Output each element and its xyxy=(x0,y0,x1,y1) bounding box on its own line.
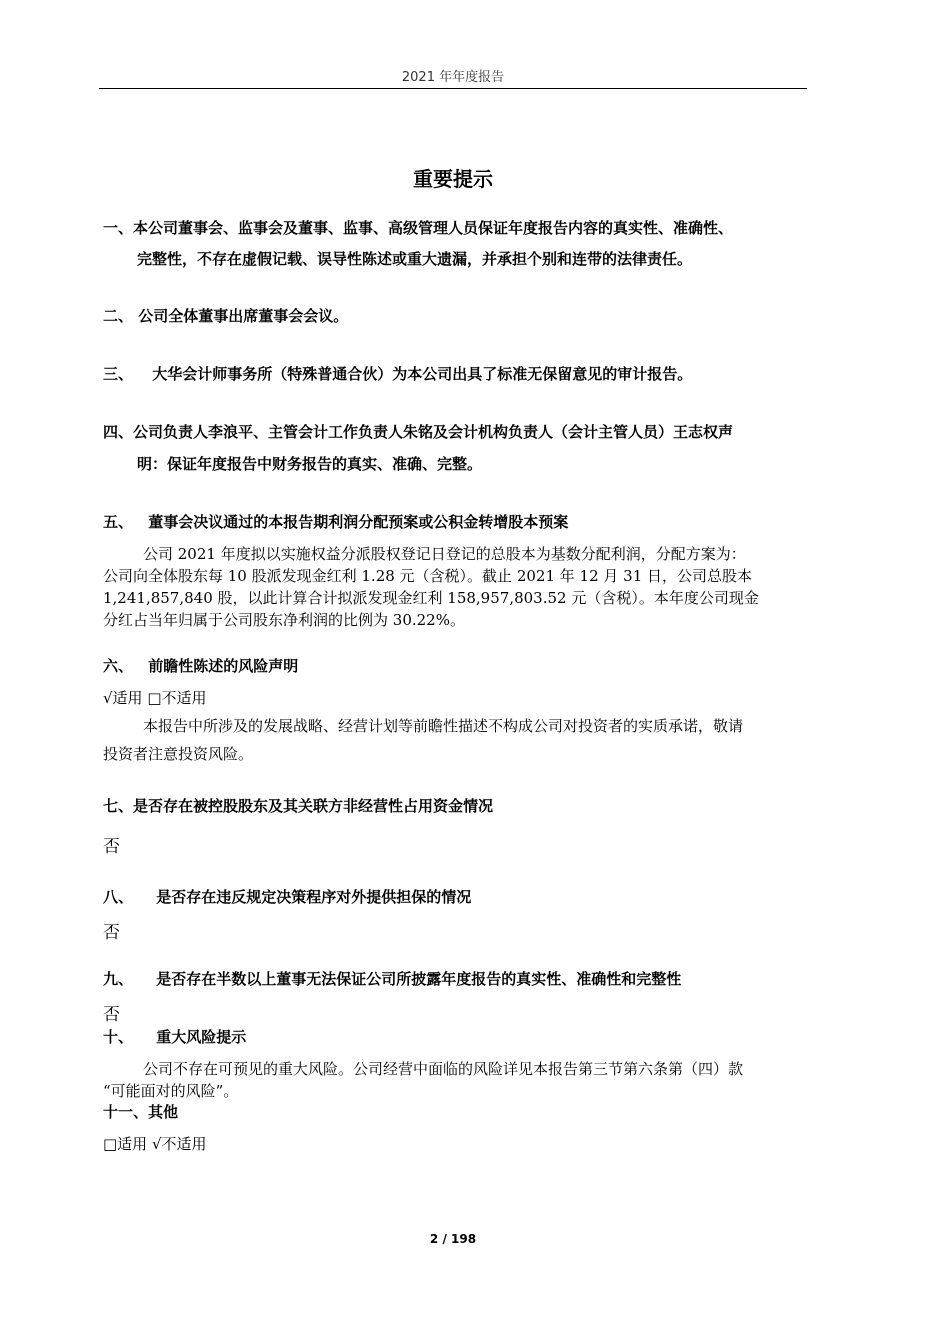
section-4-line-2: 明：保证年度报告中财务报告的真实、准确、完整。 xyxy=(137,455,483,473)
section-6-number: 六、 xyxy=(103,657,134,675)
section-10-heading xyxy=(103,1026,246,1047)
section-5-number: 五、 xyxy=(103,513,134,531)
section-10-text: 重大风险提示 xyxy=(156,1028,247,1046)
section-8-number: 八、 xyxy=(103,888,134,906)
section-4-number: 四、 xyxy=(103,423,134,441)
section-4-heading xyxy=(103,421,733,442)
section-8-text: 是否存在违反规定决策程序对外提供担保的情况 xyxy=(156,888,472,906)
section-5-body-3: 1,241,857,840 股，以此计算合计拟派发现金红利 158,957,803.52 元（含税）。本年度公司现金 xyxy=(103,589,759,607)
section-11-heading: 十一、其他 xyxy=(103,1103,179,1121)
section-3-heading xyxy=(103,363,692,384)
section-10-body-2: “可能面对的风险”。 xyxy=(103,1082,239,1100)
section-6-options: √适用 □不适用 xyxy=(103,689,207,707)
section-7-answer: 否 xyxy=(103,837,120,857)
section-9-heading xyxy=(103,968,681,989)
section-1-line-2: 完整性，不存在虚假记载、误导性陈述或重大遗漏，并承担个别和连带的法律责任。 xyxy=(137,250,693,268)
section-8-answer: 否 xyxy=(103,923,120,943)
section-3-number: 三、 xyxy=(103,365,134,383)
section-1-heading xyxy=(103,217,733,238)
section-7-heading: 七、是否存在被控股股东及其关联方非经营性占用资金情况 xyxy=(103,797,494,815)
section-5-body-2: 公司向全体股东每 10 股派发现金红利 1.28 元（含税）。截止 2021 年 12 月 31 日，公司总股本 xyxy=(103,567,753,585)
section-10-body-1: 公司不存在可预见的重大风险。公司经营中面临的风险详见本报告第三节第六条第（四）款 xyxy=(143,1060,744,1078)
section-4-line-1: 公司负责人李浪平、主管会计工作负责人朱铭及会计机构负责人（会计主管人员）王志权声 xyxy=(133,423,734,441)
section-2-heading: 二、 公司全体董事出席董事会会议。 xyxy=(103,307,349,325)
section-5-body-1: 公司 2021 年度拟以实施权益分派股权登记日登记的总股本为基数分配利润，分配方案为： xyxy=(143,545,746,563)
section-9-answer: 否 xyxy=(103,1005,120,1025)
section-6-heading xyxy=(103,655,298,676)
page-header: 2021 年年度报告 xyxy=(401,70,505,85)
header-rule xyxy=(99,88,807,89)
section-9-text: 是否存在半数以上董事无法保证公司所披露年度报告的真实性、准确性和完整性 xyxy=(156,970,682,988)
section-10-number: 十、 xyxy=(103,1028,134,1046)
section-5-heading xyxy=(103,511,568,532)
section-6-body-1: 本报告中所涉及的发展战略、经营计划等前瞻性描述不构成公司对投资者的实质承诺，敬请 xyxy=(143,717,744,735)
page-title: 重要提示 xyxy=(413,167,493,191)
section-1-line-1: 本公司董事会、监事会及董事、监事、高级管理人员保证年度报告内容的真实性、准确性、 xyxy=(133,219,734,237)
section-6-body-2: 投资者注意投资风险。 xyxy=(103,745,254,763)
section-3-text: 大华会计师事务所（特殊普通合伙）为本公司出具了标准无保留意见的审计报告。 xyxy=(152,365,693,383)
page-number: 2 / 198 xyxy=(429,1232,477,1246)
section-1-number: 一、 xyxy=(103,219,134,237)
section-6-text: 前瞻性陈述的风险声明 xyxy=(148,657,299,675)
section-5-text: 董事会决议通过的本报告期利润分配预案或公积金转增股本预案 xyxy=(148,513,569,531)
section-11-options: □适用 √不适用 xyxy=(103,1135,207,1153)
section-8-heading xyxy=(103,886,471,907)
section-5-body-4: 分红占当年归属于公司股东净利润的比例为 30.22%。 xyxy=(103,611,465,629)
section-9-number: 九、 xyxy=(103,970,134,988)
